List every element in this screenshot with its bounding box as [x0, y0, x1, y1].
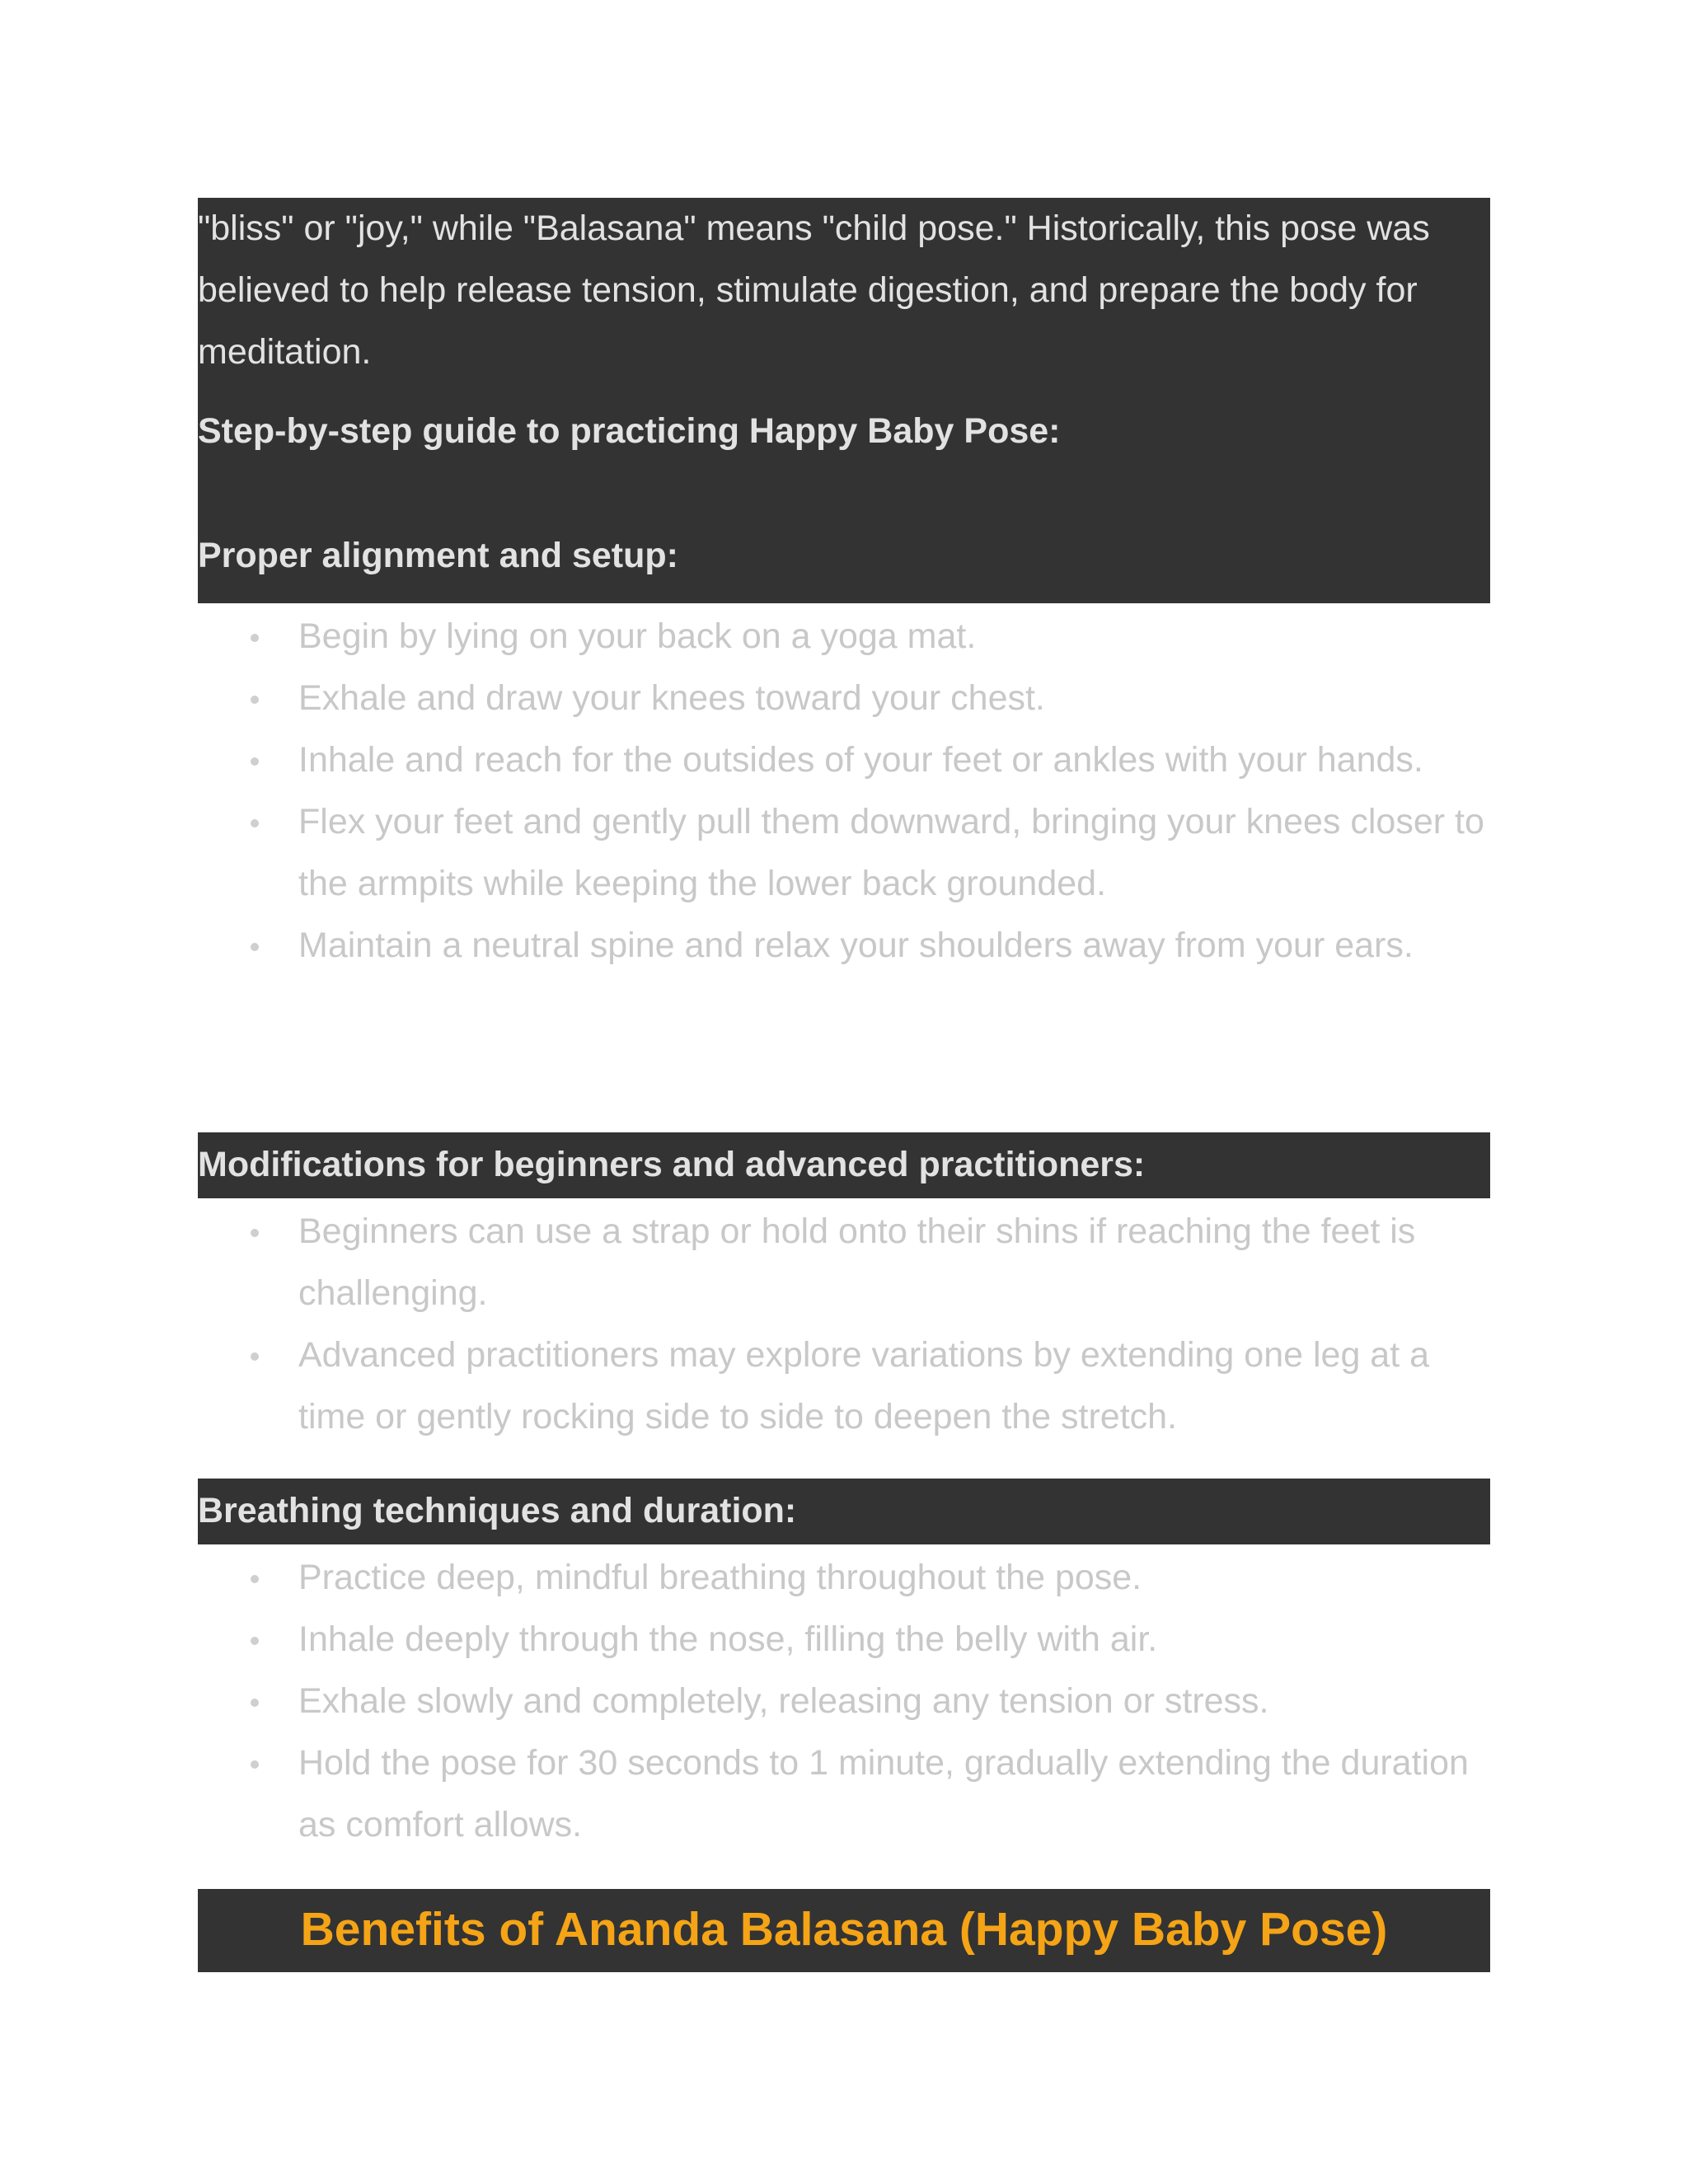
bullet-icon: [251, 943, 259, 951]
benefits-heading: Benefits of Ananda Balasana (Happy Baby Pose): [300, 1903, 1388, 1956]
list-item: [198, 791, 1490, 915]
bullet-icon: [251, 1229, 259, 1237]
list-item-text: Flex your feet and gently pull them downward, bringing your knees closer to the armpits while keeping the lower back grounded.: [298, 802, 1484, 903]
list-item-text: Hold the pose for 30 seconds to 1 minute, gradually extending the duration as comfort allows.: [298, 1743, 1469, 1844]
bullet-icon: [251, 757, 259, 766]
modifications-list: [198, 1201, 1490, 1448]
list-item: [198, 1201, 1490, 1324]
list-item: [198, 668, 1490, 729]
list-item-text: Exhale slowly and completely, releasing any tension or stress.: [298, 1681, 1269, 1721]
breathing-heading: Breathing techniques and duration:: [198, 1491, 797, 1530]
breathing-list: [198, 1547, 1490, 1856]
list-item-text: Maintain a neutral spine and relax your shoulders away from your ears.: [298, 926, 1414, 965]
document-page: [198, 198, 1490, 1956]
list-item: [198, 1609, 1490, 1671]
list-item: [198, 915, 1490, 977]
modifications-heading-bar: [198, 1132, 1490, 1198]
bullet-icon: [251, 1352, 259, 1361]
list-item: [198, 1732, 1490, 1856]
list-item: [198, 1671, 1490, 1732]
list-item-text: Advanced practitioners may explore variations by extending one leg at a time or gently rocking side to side to deepen the stretch.: [298, 1335, 1430, 1436]
alignment-list: [198, 606, 1490, 977]
list-item: [198, 606, 1490, 668]
list-item: [198, 729, 1490, 791]
bullet-icon: [251, 1760, 259, 1769]
alignment-heading: Proper alignment and setup:: [198, 536, 678, 575]
list-item-text: Practice deep, mindful breathing throughout the pose.: [298, 1558, 1142, 1597]
list-item-text: Begin by lying on your back on a yoga mat.: [298, 616, 977, 656]
guide-heading: Step-by-step guide to practicing Happy Baby Pose:: [198, 411, 1061, 451]
list-item: [198, 1547, 1490, 1609]
list-item-text: Inhale deeply through the nose, filling the belly with air.: [298, 1619, 1158, 1659]
list-item-text: Beginners can use a strap or hold onto their shins if reaching the feet is challenging.: [298, 1212, 1416, 1313]
intro-paragraph: "bliss" or "joy," while "Balasana" means "child pose." Historically, this pose was believed to help release tension, stimulate digestion, and prepare the body for meditation.: [198, 209, 1430, 372]
bullet-icon: [251, 1699, 259, 1707]
bullet-icon: [251, 1575, 259, 1583]
modifications-heading: Modifications for beginners and advanced practitioners:: [198, 1145, 1146, 1184]
breathing-heading-bar: [198, 1479, 1490, 1544]
list-item: [198, 1324, 1490, 1448]
benefits-heading-bar: [198, 1889, 1490, 1972]
list-item-text: Inhale and reach for the outsides of your feet or ankles with your hands.: [298, 740, 1423, 780]
bullet-icon: [251, 696, 259, 704]
list-item-text: Exhale and draw your knees toward your chest.: [298, 678, 1045, 718]
bullet-icon: [251, 819, 259, 827]
intro-section: [198, 198, 1490, 603]
bullet-icon: [251, 1637, 259, 1645]
bullet-icon: [251, 634, 259, 642]
